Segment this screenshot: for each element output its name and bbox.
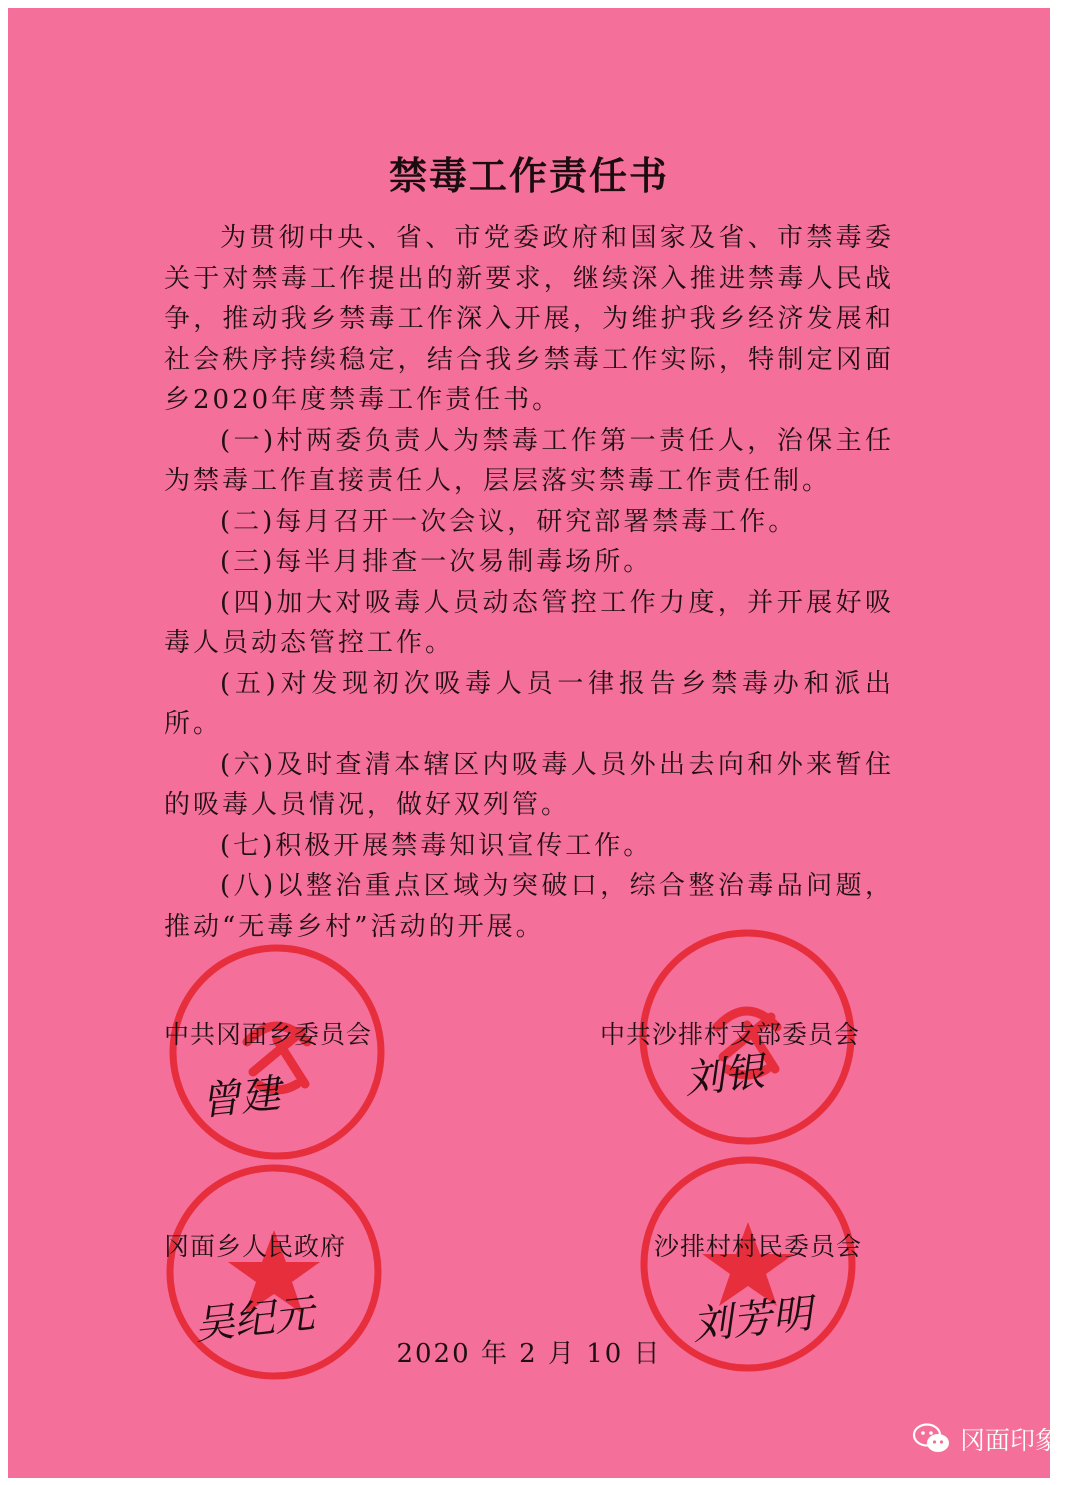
clause-5: (五)对发现初次吸毒人员一律报告乡禁毒办和派出所。 [164, 668, 894, 739]
signature-village-committee: 刘芳明 [690, 1290, 815, 1350]
signature-branch-committee: 刘银 [682, 1048, 767, 1104]
watermark-text: 冈面印象 [959, 1426, 1060, 1455]
signature-township-government: 吴纪元 [192, 1290, 317, 1350]
signature-party-committee: 曾建 [198, 1070, 283, 1126]
watermark [912, 1421, 1060, 1457]
signer-org-branch-committee: 中共沙排村支部委员会 [600, 1020, 861, 1049]
signer-org-township-government: 冈面乡人民政府 [164, 1232, 347, 1261]
clause-3: (三)每半月排查一次易制毒场所。 [220, 547, 653, 577]
document-title: 禁毒工作责任书 [388, 154, 669, 198]
clause-1: (一)村两委负责人为禁毒工作第一责任人，治保主任为禁毒工作直接责任人，层层落实禁毒工作责任制。 [164, 425, 894, 496]
clause-6: (六)及时查清本辖区内吸毒人员外出去向和外来暂住的吸毒人员情况，做好双列管。 [164, 749, 894, 820]
clause-4: (四)加大对吸毒人员动态管控工作力度，并开展好吸毒人员动态管控工作。 [164, 587, 894, 658]
signer-org-village-committee: 沙排村村民委员会 [654, 1232, 863, 1261]
document-body [164, 218, 894, 947]
party-committee-seal [165, 940, 389, 1164]
intro-paragraph: 为贯彻中央、省、市党委政府和国家及省、市禁毒委关于对禁毒工作提出的新要求，继续深入推进禁毒人民战争，推动我乡禁毒工作深入开展，为维护我乡经济发展和社会秩序持续稳定，结合我乡禁毒工作实际，特制定冈面乡2020年度禁毒工作责任书。 [164, 223, 894, 415]
clause-2: (二)每月召开一次会议，研究部署禁毒工作。 [220, 506, 798, 537]
clause-8: (八)以整治重点区域为突破口，综合整治毒品问题，推动“无毒乡村”活动的开展。 [164, 871, 894, 942]
document-date: 2020 年 2 月 10 日 [396, 1339, 662, 1369]
signer-org-party-committee: 中共冈面乡委员会 [164, 1020, 373, 1049]
clause-7: (七)积极开展禁毒知识宣传工作。 [220, 830, 653, 861]
document-sheet [8, 8, 1050, 1478]
wechat-icon [912, 1422, 952, 1456]
